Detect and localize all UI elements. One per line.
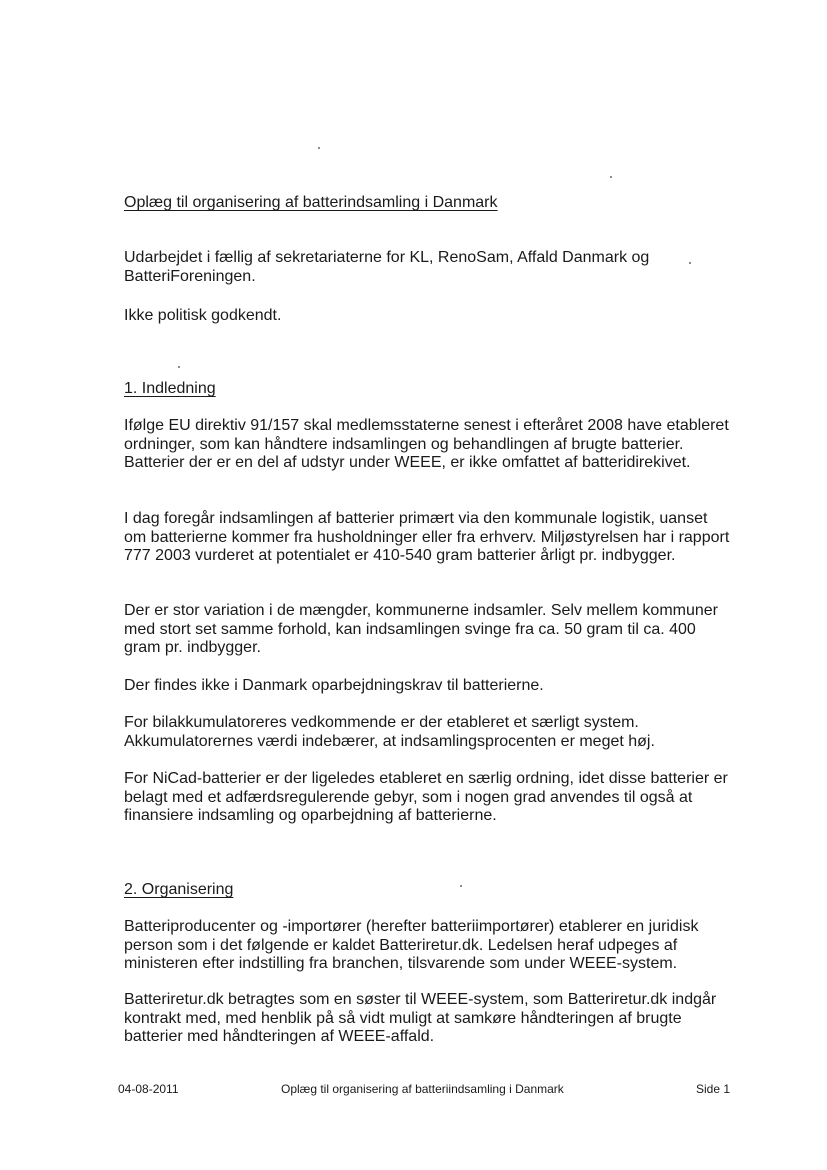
section-2-heading: 2. Organisering xyxy=(124,881,234,898)
section-2-paragraph-2: Batteriretur.dk betragtes som en søster til WEEE-system, som Batteriretur.dk indgår kontrakt med, med henblik på så vidt muligt at samkøre håndteringen af brugte batterier med håndteringen af WEEE-affald. xyxy=(124,991,717,1045)
scan-speck xyxy=(689,262,691,264)
footer-page-number: Side 1 xyxy=(696,1082,731,1096)
scan-speck xyxy=(460,885,462,887)
intro-paragraph-1: Udarbejdet i fællig af sekretariaterne for KL, RenoSam, Affald Danmark og BatteriForeningen. xyxy=(124,249,650,285)
section-2-paragraph-1: Batteriproducenter og -importører (herefter batteriimportører) etablerer en juridisk person som i det følgende er kaldet Batteriretur.dk. Ledelsen heraf udpeges af ministeren efter indstilling fra branchen, tilsvarende som under WEEE-system. xyxy=(124,918,699,972)
footer-title: Oplæg til organisering af batteriindsamling i Danmark xyxy=(281,1082,564,1096)
document-title: Oplæg til organisering af batterindsamling i Danmark xyxy=(124,194,498,211)
scan-speck xyxy=(178,366,180,368)
section-1-heading: 1. Indledning xyxy=(124,380,216,397)
section-1-paragraph-1: Ifølge EU direktiv 91/157 skal medlemsstaterne senest i efteråret 2008 have etableret ordninger, som kan håndtere indsamlingen og behandlingen af brugte batterier. Batterier der er en del af udstyr under WEEE, er ikke omfattet af batteridirekivet. xyxy=(124,417,729,471)
section-1-paragraph-3: Der er stor variation i de mængder, kommunerne indsamler. Selv mellem kommuner med stort set samme forhold, kan indsamlingen svinge fra ca. 50 gram til ca. 400 gram pr. indbygger. xyxy=(124,602,719,656)
section-1-paragraph-6: For NiCad-batterier er der ligeledes etableret en særlig ordning, idet disse batterier er belagt med et adfærdsregulerende gebyr, som i nogen grad anvendes til også at finansiere indsamling og oparbejdning af batterierne. xyxy=(124,770,728,824)
scan-speck xyxy=(610,176,612,178)
section-1-paragraph-5: For bilakkumulatoreres vedkommende er der etableret et særligt system. Akkumulatorernes værdi indebærer, at indsamlingsprocenten er meget høj. xyxy=(124,714,655,750)
section-1-paragraph-2: I dag foregår indsamlingen af batterier primært via den kommunale logistik, uanset om batterierne kommer fra husholdninger eller fra erhverv. Miljøstyrelsen har i rapport 777 2003 vurderet at potentialet er 410-540 gram batterier årligt pr. indbygger. xyxy=(124,510,730,564)
footer-date: 04-08-2011 xyxy=(118,1082,179,1096)
section-1-paragraph-4: Der findes ikke i Danmark oparbejdningskrav til batterierne. xyxy=(124,677,544,694)
intro-paragraph-2: Ikke politisk godkendt. xyxy=(124,307,282,324)
scan-speck xyxy=(318,147,320,149)
